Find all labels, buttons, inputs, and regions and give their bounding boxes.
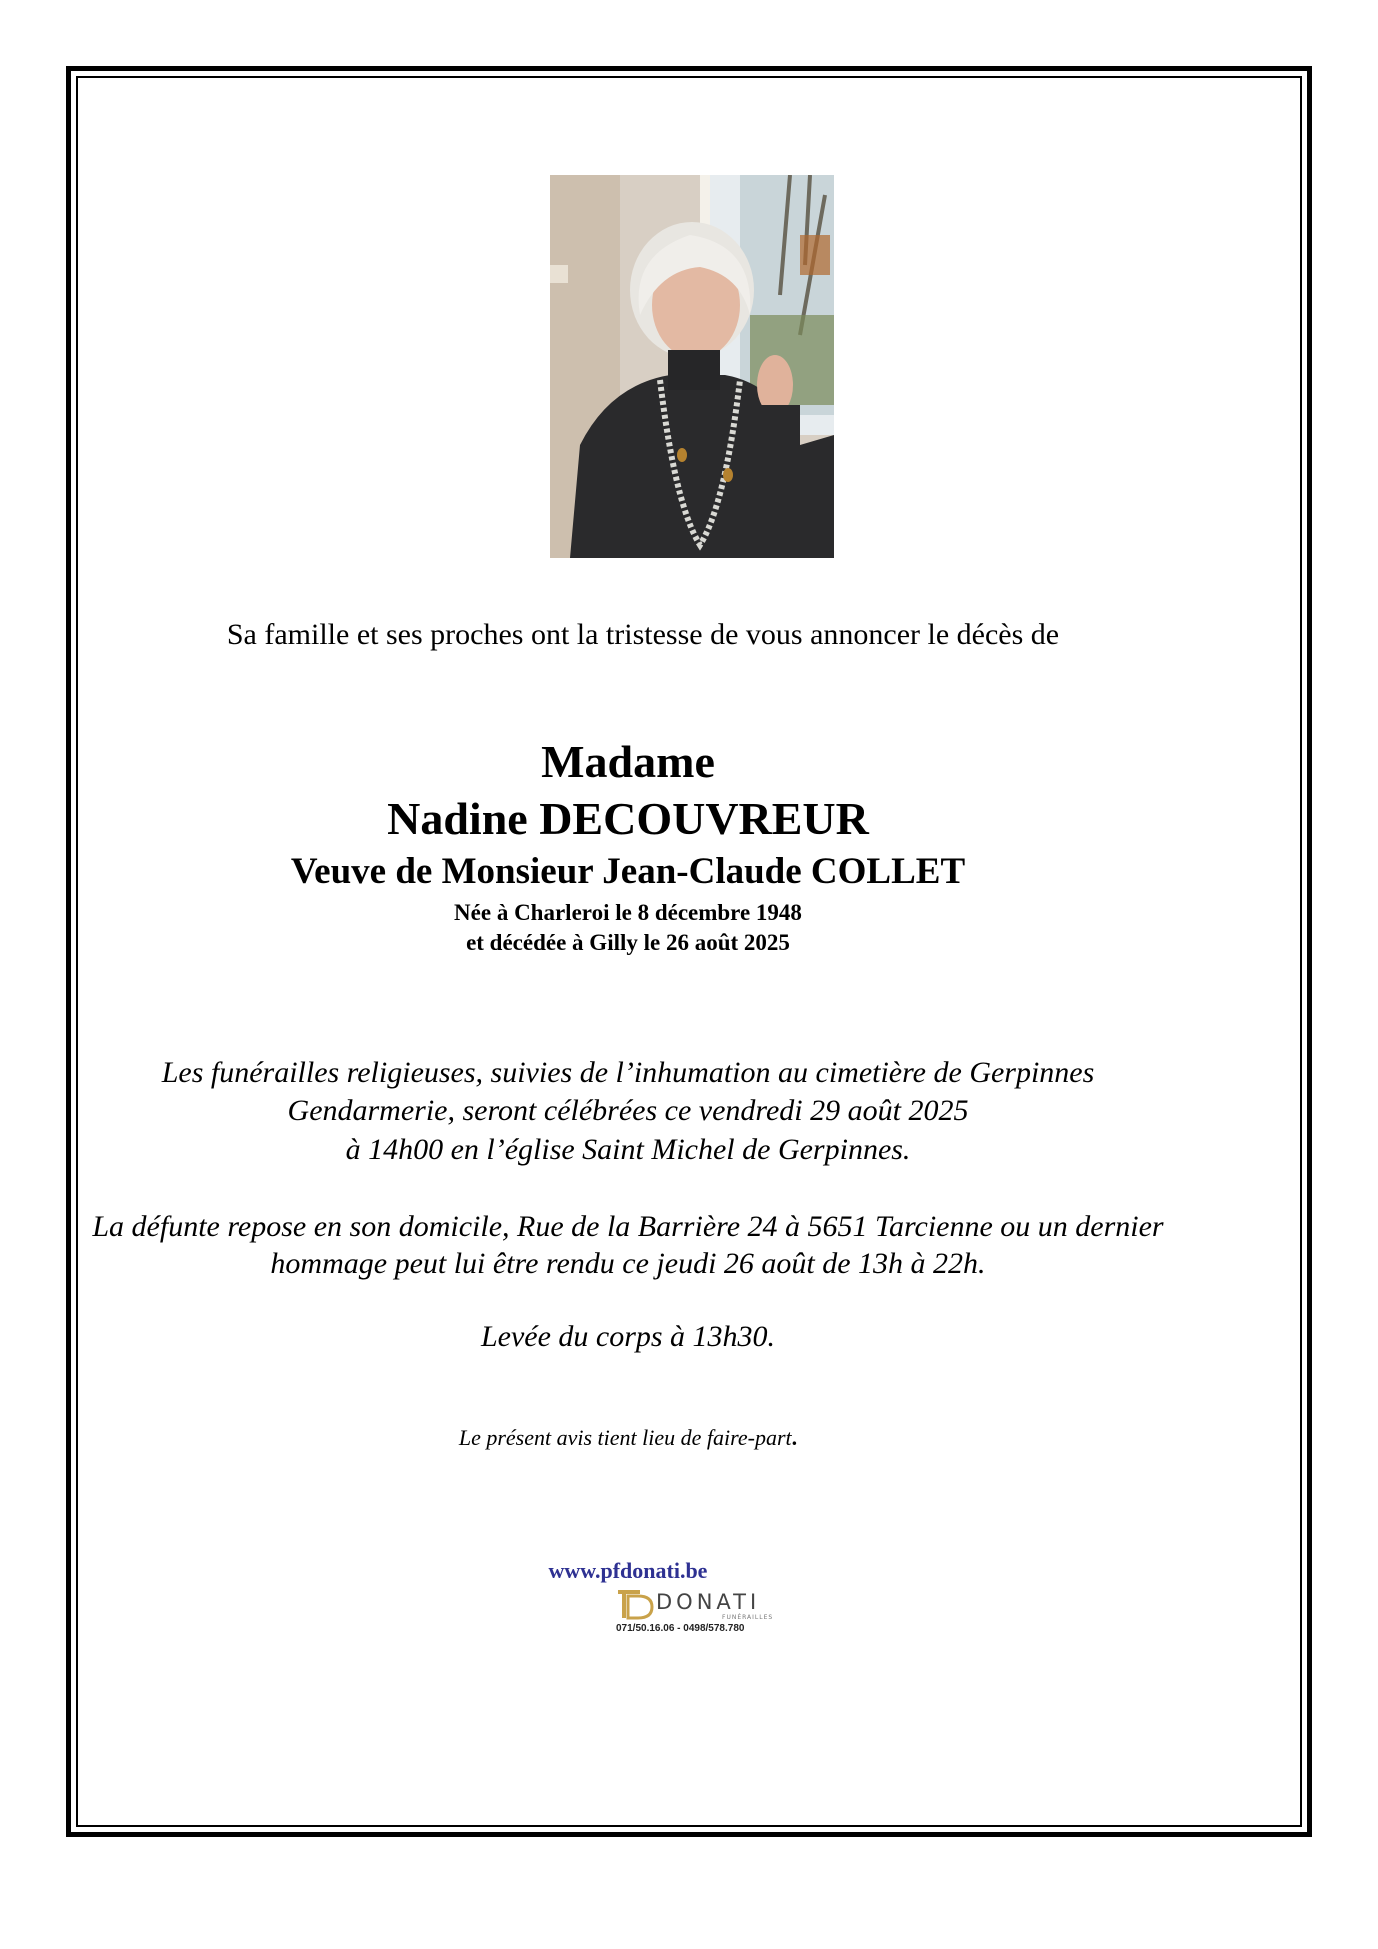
deceased-name: Nadine DECOUVREUR [387, 793, 869, 844]
portrait-photo [550, 175, 834, 558]
notice-period: . [791, 1425, 798, 1450]
donati-logo [614, 1590, 774, 1640]
logo-subtitle: FUNÉRAILLES [722, 1614, 774, 1621]
funeral-line-2: Gendarmerie, seront célébrées ce vendredi 29 août 2025 [287, 1094, 969, 1127]
widow-of-line: Veuve de Monsieur Jean-Claude COLLET [290, 851, 966, 892]
rest-line-1: La défunte repose en son domicile, Rue de la Barrière 24 à 5651 Tarcienne ou un dernier [92, 1210, 1164, 1243]
death-line: et décédée à Gilly le 26 août 2025 [466, 930, 790, 955]
donati-logo-mark-icon [614, 1588, 654, 1622]
funeral-line-3: à 14h00 en l’église Saint Michel de Gerpinnes. [345, 1133, 911, 1166]
intro-text: Sa famille et ses proches ont la tristesse de vous annoncer le décès de [226, 618, 1060, 651]
logo-name: DONATI [656, 1590, 761, 1614]
website-link[interactable]: www.pfdonati.be [548, 1558, 708, 1583]
notice-line [15, 1425, 1241, 1451]
honorific-title: Madame [541, 736, 715, 787]
levee-line: Levée du corps à 13h30. [480, 1320, 776, 1353]
rest-line-2: hommage peut lui être rendu ce jeudi 26 août de 13h à 22h. [270, 1247, 986, 1280]
birth-line: Née à Charleroi le 8 décembre 1948 [454, 900, 802, 925]
funeral-line-1: Les funérailles religieuses, suivies de l’inhumation au cimetière de Gerpinnes [161, 1056, 1095, 1089]
notice-text: Le présent avis tient lieu de faire-part [458, 1425, 792, 1450]
logo-phones: 071/50.16.06 - 0498/578.780 [616, 1623, 745, 1634]
